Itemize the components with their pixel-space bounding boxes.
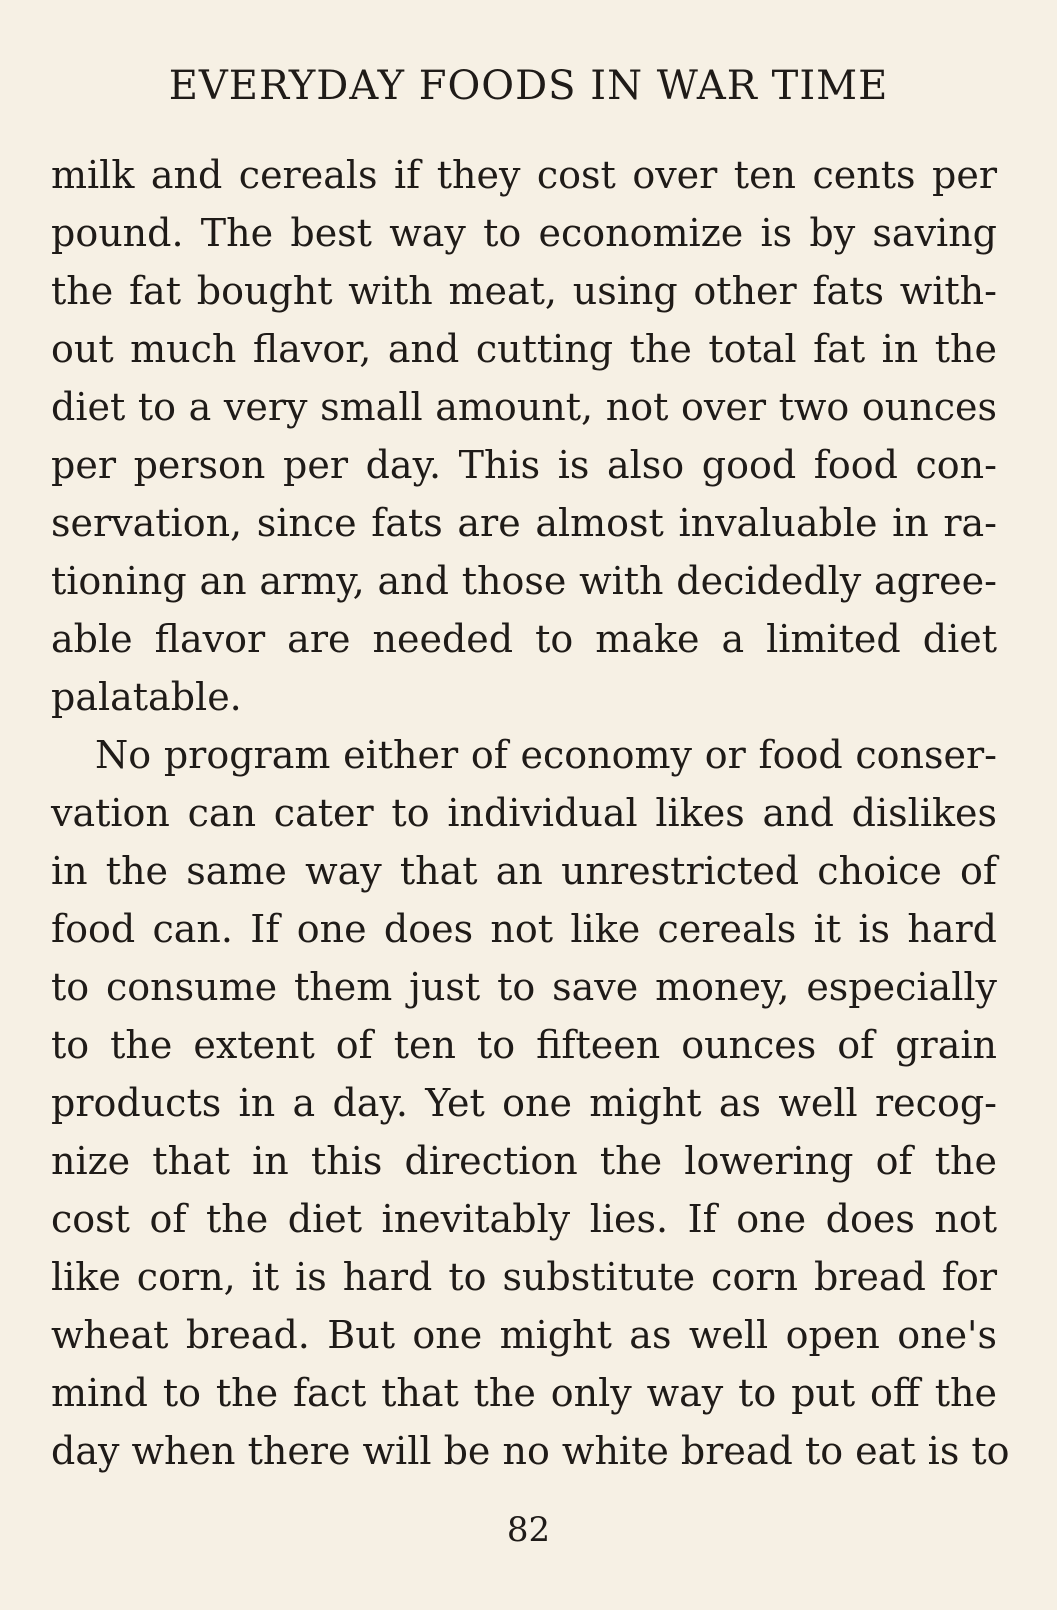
text-line: vation can cater to individual likes and dislikes (51, 791, 997, 835)
text-line: servation, since fats are almost invaluable in ra- (51, 501, 997, 545)
text-line: products in a day. Yet one might as well recog- (51, 1081, 997, 1125)
text-line: to consume them just to save money, especially (51, 965, 997, 1009)
text-line: palatable. (51, 675, 242, 719)
running-head: EVERYDAY FOODS IN WAR TIME (168, 63, 889, 109)
text-line: the fat bought with meat, using other fats with- (51, 269, 997, 313)
text-line: food can. If one does not like cereals it is hard (51, 907, 997, 951)
text-line: nize that in this direction the lowering of the (51, 1139, 997, 1183)
text-line: in the same way that an unrestricted choice of (51, 849, 997, 893)
text-line: day when there will be no white bread to eat is to (51, 1429, 1010, 1473)
text-line: tioning an army, and those with decidedly agree- (51, 559, 997, 603)
text-line: cost of the diet inevitably lies. If one does not (51, 1197, 997, 1241)
text-line: able flavor are needed to make a limited diet (51, 617, 997, 661)
page-number: 82 (506, 1510, 551, 1550)
text-line: milk and cereals if they cost over ten cents per (51, 153, 997, 197)
text-line: wheat bread. But one might as well open one's (51, 1313, 997, 1357)
text-line: pound. The best way to economize is by saving (51, 211, 997, 255)
text-line: diet to a very small amount, not over two ounces (51, 385, 997, 429)
paragraph-first-line: No program either of economy or food conser- (95, 733, 997, 777)
text-line: mind to the fact that the only way to put off the (51, 1371, 997, 1415)
text-line: like corn, it is hard to substitute corn bread for (51, 1255, 997, 1299)
text-line: to the extent of ten to fifteen ounces of grain (51, 1023, 997, 1067)
text-line: per person per day. This is also good food con- (51, 443, 997, 487)
text-line: out much flavor, and cutting the total fat in the (51, 327, 997, 371)
